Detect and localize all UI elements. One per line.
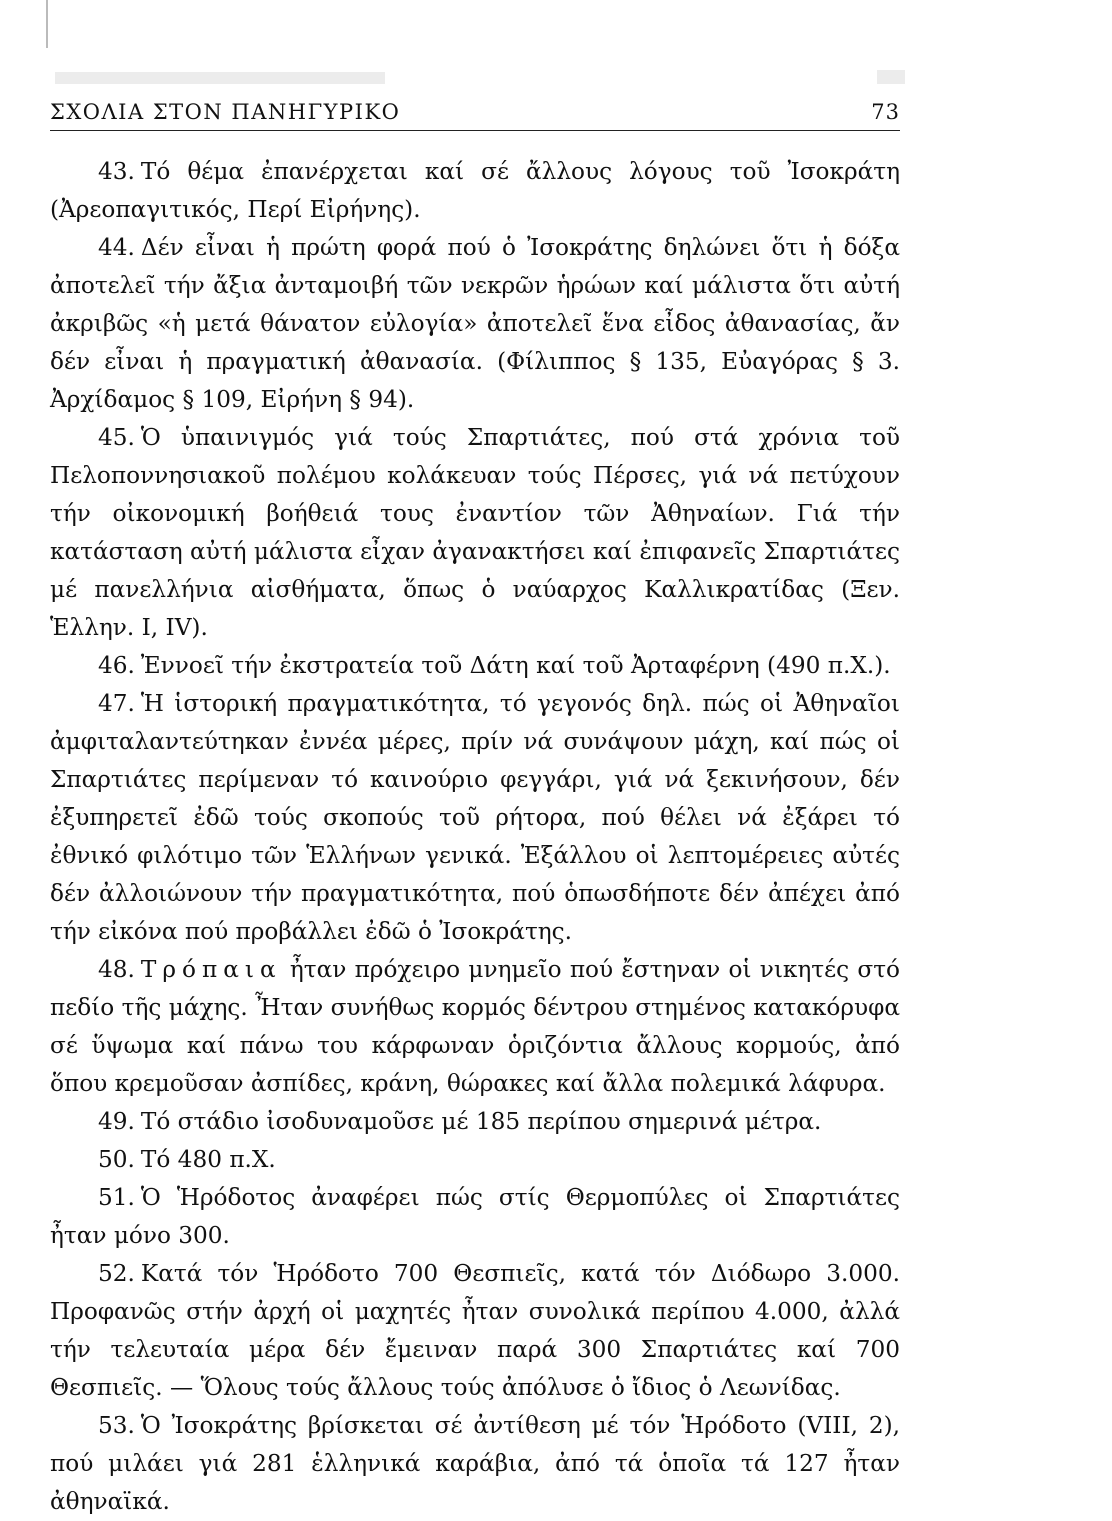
note-53 — [50, 1407, 900, 1521]
note-number: 49. — [98, 1108, 135, 1135]
note-text: Τό 480 π.Χ. — [140, 1146, 276, 1173]
show-through-ghost-header — [55, 62, 905, 86]
note-text: Ἡ ἱστορική πραγματικότητα, τό γεγονός δηλ. πώς οἱ Ἀθηναῖοι ἀμφιταλαντεύτηκαν ἐννέα μέρες, πρίν νά συνάψουν μάχη, καί πώς οἱ Σπαρτιάτες περίμεναν τό καινούριο φεγγάρι, γιά νά ξεκινήσουν, δέν ἐξυπηρετεῖ ἐδῶ τούς σκοπούς τοῦ ρήτορα, πού θέλει νά ἐξάρει τό ἐθνικό φιλότιμο τῶν Ἑλλήνων γενικά. Ἐξάλλου οἱ λεπτομέρειες αὐτές δέν ἀλλοιώνουν τήν πραγματικότητα, πού ὁπωσδήποτε δέν ἀπέχει ἀπό τήν εἰκόνα πού προβάλλει ἐδῶ ὁ Ἰσοκράτης. — [50, 690, 900, 945]
note-number: 47. — [98, 690, 135, 717]
note-50 — [50, 1141, 900, 1179]
note-text: Ὁ ὑπαινιγμός γιά τούς Σπαρτιάτες, πού στά χρόνια τοῦ Πελοποννησιακοῦ πολέμου κολάκευαν τούς Πέρσες, γιά νά πετύχουν τήν οἰκονομική βοήθειά τους ἐναντίον τῶν Ἀθηναίων. Γιά τήν κατάσταση αὐτή μάλιστα εἶχαν ἀγανακτήσει καί ἐπιφανεῖς Σπαρτιάτες μέ πανελλήνια αἰσθήματα, ὅπως ὁ ναύαρχος Καλλικρατίδας (Ξεν. Ἑλλην. Ι, IV). — [50, 424, 900, 641]
note-49 — [50, 1103, 900, 1141]
ghost-title-shadow — [55, 72, 385, 84]
note-51 — [50, 1179, 900, 1255]
note-number: 46. — [98, 652, 135, 679]
binding-mark — [46, 0, 48, 48]
note-number: 44. — [98, 234, 135, 261]
note-45 — [50, 419, 900, 647]
note-number: 50. — [98, 1146, 135, 1173]
note-52 — [50, 1255, 900, 1407]
note-47 — [50, 685, 900, 951]
note-number: 48. — [98, 956, 135, 983]
note-number: 52. — [98, 1260, 135, 1287]
notes-list — [50, 153, 900, 1521]
note-text: Ἐννοεῖ τήν ἐκστρατεία τοῦ Δάτη καί τοῦ Ἀρταφέρνη (490 π.Χ.). — [140, 652, 891, 679]
note-44 — [50, 229, 900, 419]
note-spaced-term: Τρόπαια — [140, 956, 282, 983]
running-head-title: ΣΧΟΛΙΑ ΣΤΟΝ ΠΑΝΗΓΥΡΙΚΟ — [50, 100, 401, 124]
note-number: 43. — [98, 158, 135, 185]
note-text: ἦταν πρόχειρο μνημεῖο πού ἔστηναν οἱ νικητές στό πεδίο τῆς μάχης. Ἦταν συνήθως κορμός δέντρου στημένος κατακόρυφα σέ ὕψωμα καί πάνω του κάρφωναν ὁριζόντια ἄλλους κορμούς, ἀπό ὅπου κρεμοῦσαν ἀσπίδες, κράνη, θώρακες καί ἄλλα πολεμικά λάφυρα. — [50, 956, 900, 1097]
note-43 — [50, 153, 900, 229]
note-text: Τό θέμα ἐπανέρχεται καί σέ ἄλλους λόγους τοῦ Ἰσοκράτη (Ἀρεοπαγιτικός, Περί Εἰρήνης). — [50, 158, 900, 223]
note-text: Ὁ Ἡρόδοτος ἀναφέρει πώς στίς Θερμοπύλες οἱ Σπαρτιάτες ἦταν μόνο 300. — [50, 1184, 900, 1249]
note-text: Κατά τόν Ἡρόδοτο 700 Θεσπιεῖς, κατά τόν Διόδωρο 3.000. Προφανῶς στήν ἀρχή οἱ μαχητές ἦταν συνολικά περίπου 4.000, ἀλλά τήν τελευταία μέρα δέν ἔμειναν παρά 300 Σπαρτιάτες καί 700 Θεσπιεῖς. — Ὅλους τούς ἄλλους τούς ἀπόλυσε ὁ ἴδιος ὁ Λεωνίδας. — [50, 1260, 900, 1401]
note-text: Ὁ Ἰσοκράτης βρίσκεται σέ ἀντίθεση μέ τόν Ἡρόδοτο (VIII, 2), πού μιλάει γιά 281 ἑλληνικά καράβια, ἀπό τά ὁποῖα τά 127 ἦταν ἀθηναϊκά. — [50, 1412, 900, 1515]
note-number: 53. — [98, 1412, 135, 1439]
note-text: Δέν εἶναι ἡ πρώτη φορά πού ὁ Ἰσοκράτης δηλώνει ὅτι ἡ δόξα ἀποτελεῖ τήν ἄξια ἀνταμοιβή τῶν νεκρῶν ἡρώων καί μάλιστα ὅτι αὐτή ἀκριβῶς «ἡ μετά θάνατον εὐλογία» ἀποτελεῖ ἕνα εἶδος ἀθανασίας, ἄν δέν εἶναι ἡ πραγματική ἀθανασία. (Φίλιππος § 135, Εὐαγόρας § 3. Ἀρχίδαμος § 109, Εἰρήνη § 94). — [50, 234, 900, 413]
note-46 — [50, 647, 900, 685]
page-number: 73 — [871, 100, 900, 124]
running-head — [50, 100, 900, 131]
note-text: Τό στάδιο ἰσοδυναμοῦσε μέ 185 περίπου σημερινά μέτρα. — [140, 1108, 822, 1135]
ghost-page-number-shadow — [877, 70, 905, 84]
note-48 — [50, 951, 900, 1103]
note-number: 51. — [98, 1184, 135, 1211]
page — [50, 100, 900, 1521]
note-number: 45. — [98, 424, 135, 451]
